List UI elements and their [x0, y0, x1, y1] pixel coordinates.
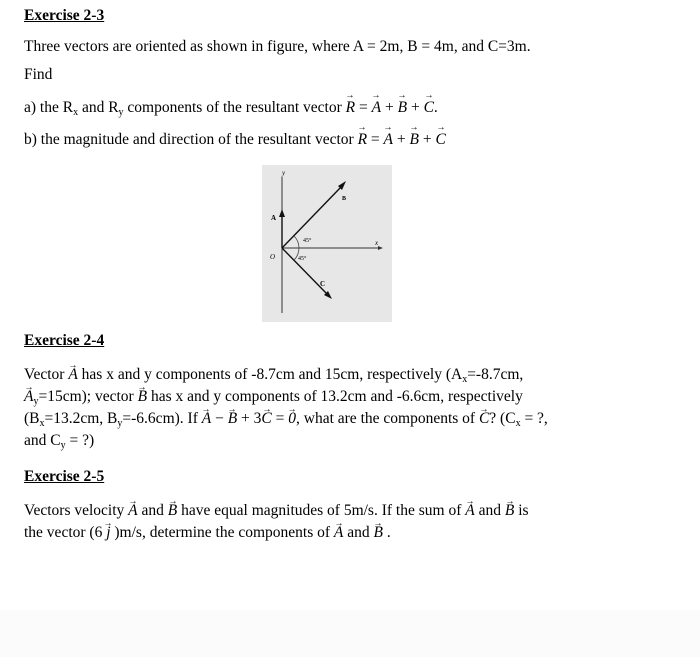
angle-arc-top — [294, 236, 299, 248]
exercise-2-3-part-b: b) the magnitude and direction of the resultant vector → R = → A + → B + → C — [24, 131, 446, 149]
exercise-2-3-intro: Three vectors are oriented as shown in figure, where A = 2m, B = 4m, and C=3m. — [24, 38, 531, 55]
angle-label-bottom: 45° — [298, 256, 307, 262]
x-axis-arrowhead — [378, 246, 383, 250]
exercise-2-4-body: Vector → A has x and y components of -8.7cm and 15cm, respectively ($A_x=-8.7cm$, → $A_y=15cm$); vector → B has x and y components of 13.2cm and -6.6cm, respectively ($B_x=13.2cm$, $B_y=-6.6cm$). If → A − → B + 3→ C = → 0, what are the components of → C? ($C_x$ = ?, and $C_y$ = ?) — [24, 364, 664, 452]
vector-a-arrowhead — [279, 209, 285, 217]
exercise-2-3-find: Find — [24, 66, 53, 83]
vector-a-label: A — [271, 214, 277, 222]
x-axis-label: x — [375, 239, 379, 247]
origin-label: O — [270, 253, 276, 261]
exercise-2-4-heading: Exercise 2-4 — [24, 332, 105, 349]
exercise-2-3-part-a: a) the $R_x$ and $R_y$ components of the resultant vector → R = → A + → B + → C. — [24, 99, 438, 117]
vector-figure — [262, 165, 392, 322]
exercise-2-3-heading: Exercise 2-3 — [24, 7, 105, 24]
vector-b-label: B — [342, 196, 347, 202]
exercise-2-5-heading: Exercise 2-5 — [24, 468, 105, 485]
exercise-2-5-body: Vectors velocity → A and → B have equal magnitudes of 5m/s. If the sum of → A and → B is the vector (6 → j )m/s, determine the components of → A and → B . — [24, 500, 664, 544]
vector-c-label: C — [320, 280, 326, 288]
vector-diagram — [262, 165, 392, 322]
y-axis-label: y — [282, 169, 286, 177]
vector-b-line — [282, 186, 342, 248]
page-bottom-margin — [0, 610, 700, 657]
angle-label-top: 45° — [303, 238, 312, 244]
